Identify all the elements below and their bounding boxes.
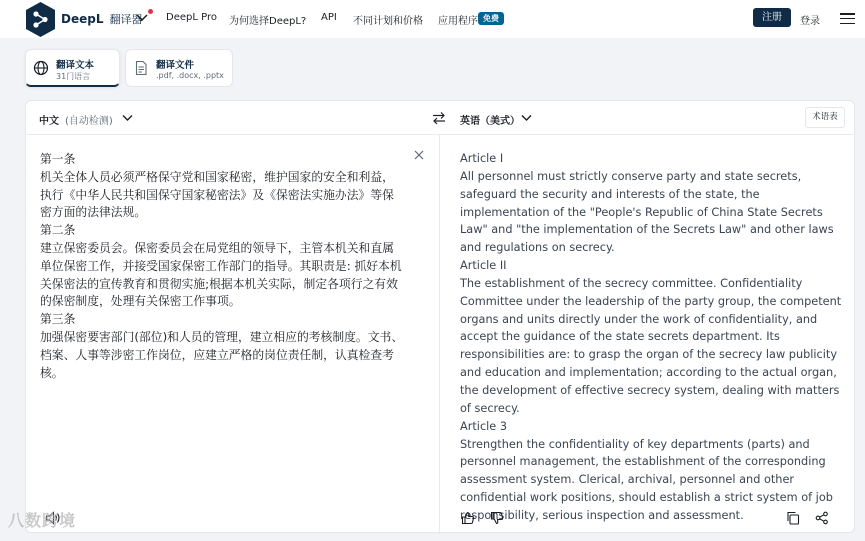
translator-panel [25,100,855,533]
globe-icon [33,60,49,76]
nav-deepl-pro[interactable]: DeepL Pro [166,12,217,23]
nav-apps[interactable]: 应用程序 [438,16,478,27]
swap-languages-icon[interactable] [432,111,446,125]
free-badge: 免费 [478,12,504,25]
panel-divider [439,135,440,534]
nav-why-deepl[interactable]: 为何选择DeepL? [229,16,307,27]
tab-translate-files-sub: .pdf, .docx, .pptx [156,71,224,80]
source-language-selector[interactable] [39,112,113,127]
hamburger-menu-icon[interactable] [840,13,855,24]
brand-subtitle: 翻译器 [109,13,143,26]
chevron-down-icon[interactable] [521,114,532,122]
nav-plans-pricing[interactable]: 不同计划和价格 [353,16,423,27]
tab-translate-text-label: 翻译文本 [56,60,95,71]
deepl-logo-icon[interactable] [24,1,57,38]
watermark: 八数跨境 [8,511,77,530]
brand-title: DeepL [61,12,104,26]
share-icon[interactable] [815,511,829,525]
brand-name[interactable] [61,11,143,27]
source-detect-label: (自动检测) [65,116,113,127]
tab-translate-text[interactable] [25,49,120,87]
tab-translate-text-sub: 31门语言 [56,72,91,81]
nav-api[interactable]: API [321,12,337,23]
target-language-selector[interactable] [460,112,520,127]
translation-output[interactable]: Article I All personnel must strictly conserve party and state secrets, safeguard the security and interests of the state, the implementation of the "People's Republic of China State Secrets Law" and "the implementation of the Secrets Law" and other laws and regulations on secrecy. Article II The establishment of the secrecy committee. Confidentiality Committee under the leadership of the party group, the competent organs and units directly under the work of confidentiality, and accept the guidance of the state secrets department. Its responsibilities are: to grasp the organ of the secrecy law publicity and education and implementation; according to the actual organ, the development of effective secrecy system, dealing with matters of secrecy. Article 3 Strengthen the confidentiality of key departments (parts) and personnel management, the establishment of the corresponding assessment system. Clerical, archival, personnel and other confidential work positions, should establish a strict system of job responsibility, serious inspection and assessment. [460,152,842,522]
chevron-down-icon[interactable] [136,13,148,23]
copy-icon[interactable] [786,511,800,525]
close-icon[interactable] [414,150,424,160]
signup-button[interactable]: 注册 [753,8,791,27]
notification-dot [148,9,153,14]
document-icon [133,60,149,76]
login-link[interactable]: 登录 [800,16,820,27]
chevron-down-icon[interactable] [122,114,133,122]
tab-translate-files[interactable] [125,49,233,87]
target-language: 英语（美式） [460,116,520,127]
top-navigation [0,0,865,38]
glossary-button[interactable]: 术语表 [805,107,845,128]
source-text-input[interactable]: 第一条 机关全体人员必须严格保守党和国家秘密，维护国家的安全和利益，执行《中华人民共和国保守国家秘密法》及《保密法实施办法》等保密方面的法律法规。 第二条 建立保密委员会。保密委员会在局党组的领导下，主管本机关和直属单位保密工作，并接受国家保密工作部门的指导。其职责是: 抓好本机关保密法的宣传教育和贯彻实施;根据本机关实际，制定各项行之有效的保密制度，处理有关保密工作事项。 第三条 加强保密要害部门(部位)和人员的管理，建立相应的考核制度。文书、档案、人事等涉密工作岗位，应建立严格的岗位责任制，认真检查考核。 [40,152,404,380]
panel-header [26,101,854,135]
source-language: 中文 [39,116,59,127]
tab-translate-files-label: 翻译文件 [156,60,195,71]
thumbs-down-icon[interactable] [490,511,504,525]
thumbs-up-icon[interactable] [461,511,475,525]
